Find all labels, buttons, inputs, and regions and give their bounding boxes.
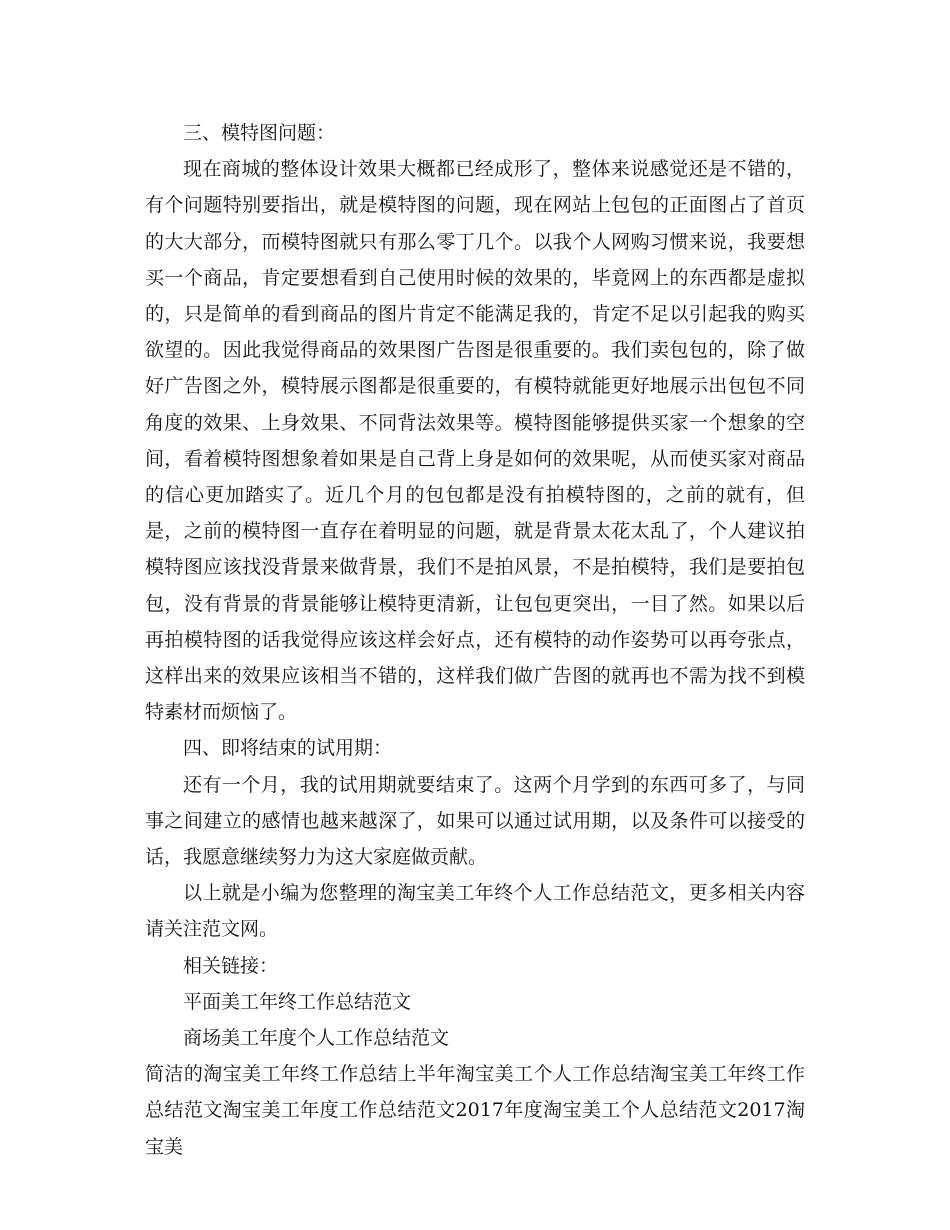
related-link-2[interactable]: 商场美工年度个人工作总结范文 <box>183 1027 450 1050</box>
closing-paragraph: 以上就是小编为您整理的淘宝美工年终个人工作总结范文，更多相关内容请关注范文网。 <box>145 882 805 941</box>
section-4-paragraph: 还有一个月，我的试用期就要结束了。这两个月学到的东西可多了，与同事之间建立的感情也越来越深了，如果可以通过试用期，以及条件可以接受的话，我愿意继续努力为这大家庭做贡献。 <box>145 773 805 869</box>
related-links-label: 相关链接： <box>183 954 279 977</box>
section-4-heading: 四、即将结束的试用期： <box>183 737 393 760</box>
section-3-paragraph: 现在商城的整体设计效果大概都已经成形了，整体来说感觉还是不错的，有个问题特别要指出，就是模特图的问题，现在网站上包包的正面图占了首页的大大部分，而模特图就只有那么零丁几个。以我个人网购习惯来说，我要想买一个商品，肯定要想看到自己使用时候的效果的，毕竟网上的东西都是虚拟的，只是简单的看到商品的图片肯定不能满足我的，肯定不足以引起我的购买欲望的。因此我觉得商品的效果图广告图是很重要的。我们卖包包的，除了做好广告图之外，模特展示图都是很重要的，有模特就能更好地展示出包包不同角度的效果、上身效果、不同背法效果等。模特图能够提供买家一个想象的空间，看着模特图想象着如果是自己背上身是如何的效果呢，从而使买家对商品的信心更加踏实了。近几个月的包包都是没有拍模特图的，之前的就有，但是，之前的模特图一直存在着明显的问题，就是背景太花太乱了，个人建议拍模特图应该找没背景来做背景，我们不是拍风景，不是拍模特，我们是要拍包包，没有背景的背景能够让模特更清新，让包包更突出，一目了然。如果以后再拍模特图的话我觉得应该这样会好点，还有模特的动作姿势可以再夸张点，这样出来的效果应该相当不错的，这样我们做广告图的就再也不需为找不到模特素材而烦恼了。 <box>145 158 805 724</box>
section-3-heading: 三、模特图问题： <box>183 122 336 144</box>
related-link-1[interactable]: 平面美工年终工作总结范文 <box>183 990 412 1013</box>
related-links-tail[interactable]: 简洁的淘宝美工年终工作总结上半年淘宝美工个人工作总结淘宝美工年终工作总结范文淘宝美工年度工作总结范文2017年度淘宝美工个人总结范文2017淘宝美 <box>145 1063 805 1158</box>
document-body <box>145 115 805 1165</box>
